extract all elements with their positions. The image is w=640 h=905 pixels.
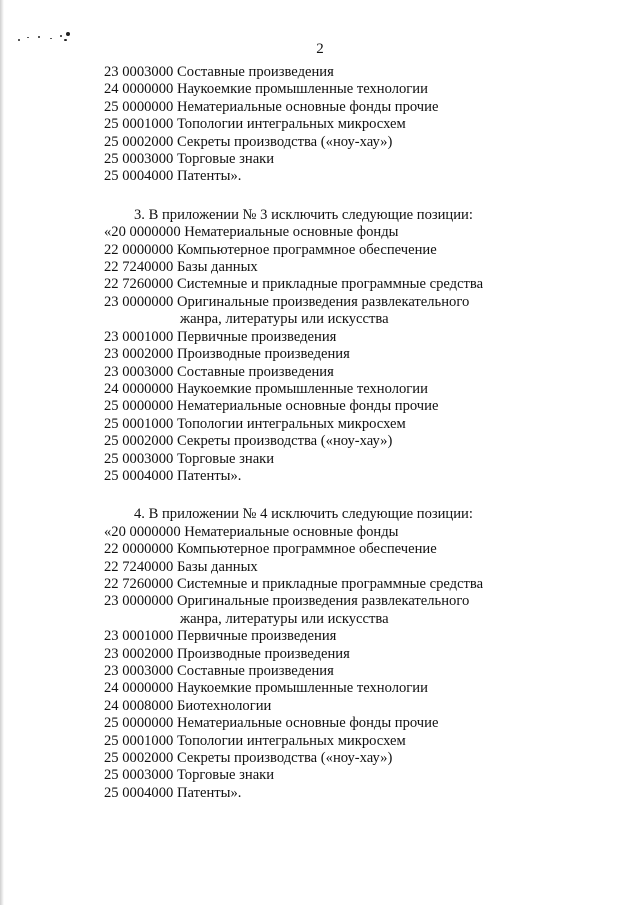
list-item-continuation: жанра, литературы или искусства xyxy=(180,311,389,328)
list-item: 24 0000000 Наукоемкие промышленные технологии xyxy=(104,680,428,697)
list-item: 22 7240000 Базы данных xyxy=(104,558,258,575)
list-item: 22 0000000 Компьютерное программное обеспечение xyxy=(104,241,437,258)
list-item: 25 0003000 Торговые знаки xyxy=(104,767,275,784)
list-item: 24 0000000 Наукоемкие промышленные технологии xyxy=(104,380,428,397)
list-item: 22 7240000 Базы данных xyxy=(104,259,258,276)
list-item: 23 0002000 Производные произведения xyxy=(104,346,350,363)
section-4-heading: 4. В приложении № 4 исключить следующие позиции: xyxy=(134,506,473,523)
document-body xyxy=(104,64,544,802)
list-item: 25 0003000 Торговые знаки xyxy=(104,151,275,168)
list-item: 23 0000000 Оригинальные произведения развлекательного xyxy=(104,593,470,610)
list-item: 25 0002000 Секреты производства («ноу-хау») xyxy=(104,133,393,150)
list-item: 25 0000000 Нематериальные основные фонды прочие xyxy=(104,398,439,415)
list-item: 25 0003000 Торговые знаки xyxy=(104,450,275,467)
list-item: 23 0003000 Составные произведения xyxy=(104,64,334,80)
list-item: 25 0004000 Патенты». xyxy=(104,168,242,185)
list-item: 22 0000000 Компьютерное программное обеспечение xyxy=(104,541,437,558)
list-item: 25 0000000 Нематериальные основные фонды прочие xyxy=(104,98,439,115)
list-item: 22 7260000 Системные и прикладные программные средства xyxy=(104,276,484,293)
list-item: 25 0002000 Секреты производства («ноу-хау») xyxy=(104,433,393,450)
list-item: 25 0000000 Нематериальные основные фонды прочие xyxy=(104,715,439,732)
list-item: 25 0001000 Топологии интегральных микросхем xyxy=(104,415,406,432)
list-item: 25 0001000 Топологии интегральных микросхем xyxy=(104,116,406,133)
list-item: 22 7260000 Системные и прикладные программные средства xyxy=(104,575,484,592)
section-3-heading: 3. В приложении № 3 исключить следующие позиции: xyxy=(134,206,473,223)
list-item: 23 0000000 Оригинальные произведения развлекательного xyxy=(104,293,470,310)
section-3 xyxy=(104,207,544,486)
list-item: 24 0000000 Наукоемкие промышленные технологии xyxy=(104,81,428,98)
list-item: 23 0001000 Первичные произведения xyxy=(104,328,337,345)
list-item: 23 0003000 Составные произведения xyxy=(104,663,334,679)
list-item: 25 0004000 Патенты». xyxy=(104,784,242,801)
list-item: 23 0002000 Производные произведения xyxy=(104,645,350,662)
list-item: «20 0000000 Нематериальные основные фонды xyxy=(104,523,399,540)
list-item: 25 0001000 Топологии интегральных микросхем xyxy=(104,732,406,749)
list-block-continued xyxy=(104,64,544,186)
list-item: 25 0002000 Секреты производства («ноу-хау») xyxy=(104,750,393,767)
page-number: 2 xyxy=(316,41,324,57)
list-item: 23 0001000 Первичные произведения xyxy=(104,628,337,645)
list-item: 23 0003000 Составные произведения xyxy=(104,363,334,380)
scan-edge-shadow xyxy=(0,0,4,905)
list-item: «20 0000000 Нематериальные основные фонды xyxy=(104,224,399,241)
list-item: 25 0004000 Патенты». xyxy=(104,467,242,484)
list-item-continuation: жанра, литературы или искусства xyxy=(180,610,389,627)
section-4 xyxy=(104,506,544,802)
list-item: 24 0008000 Биотехнологии xyxy=(104,697,272,714)
